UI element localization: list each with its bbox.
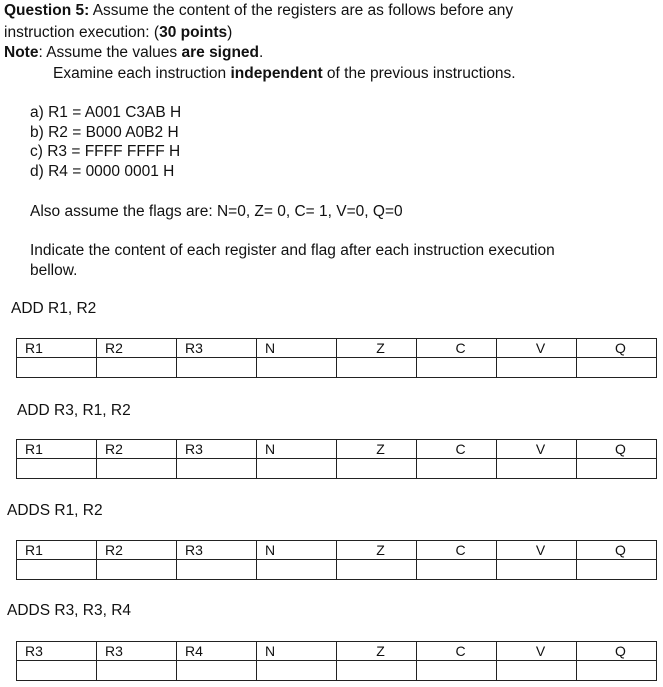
list-item: a) R1 = A001 C3AB H <box>30 104 182 121</box>
table-row <box>17 560 657 580</box>
note-post: . <box>259 44 264 61</box>
examine-line <box>53 64 516 83</box>
answer-cell[interactable] <box>257 358 337 378</box>
note-bold: are signed <box>181 44 260 61</box>
header-cell: R2 <box>97 339 177 358</box>
answer-cell[interactable] <box>17 661 97 681</box>
header-cell: V <box>497 642 577 661</box>
answer-cell[interactable] <box>577 459 657 479</box>
list-item: d) R4 = 0000 0001 H <box>30 162 175 180</box>
header-cell: Z <box>337 440 417 459</box>
header-cell: Z <box>337 339 417 358</box>
header-cell: C <box>417 642 497 661</box>
answer-cell[interactable] <box>97 661 177 681</box>
header-cell: R3 <box>177 541 257 560</box>
header-cell: V <box>497 440 577 459</box>
table-header-row <box>17 440 657 459</box>
header-cell: R1 <box>17 339 97 358</box>
answer-cell[interactable] <box>177 560 257 580</box>
table-row <box>17 661 657 681</box>
instruction-label: ADD R3, R1, R2 <box>17 402 131 419</box>
header-cell: R1 <box>17 541 97 560</box>
instruction-label: ADDS R3, R3, R4 <box>7 602 132 619</box>
answer-cell[interactable] <box>497 560 577 580</box>
answer-cell[interactable] <box>337 358 417 378</box>
header-cell: Z <box>337 541 417 560</box>
note-label: Note <box>4 44 39 61</box>
answer-cell[interactable] <box>337 661 417 681</box>
table-row <box>17 459 657 479</box>
header-cell: C <box>417 541 497 560</box>
answer-cell[interactable] <box>337 459 417 479</box>
list-item: b) R2 = B000 A0B2 H <box>30 123 179 141</box>
header-cell: R4 <box>177 642 257 661</box>
answer-cell[interactable] <box>257 661 337 681</box>
answer-cell[interactable] <box>417 459 497 479</box>
register-table-add-r1-r2 <box>16 338 657 378</box>
question-line-2 <box>4 23 232 42</box>
examine-pre: Examine each instruction <box>53 65 231 82</box>
answer-cell[interactable] <box>257 560 337 580</box>
indicate-line-2: bellow. <box>30 262 78 279</box>
answer-cell[interactable] <box>257 459 337 479</box>
answer-cell[interactable] <box>177 459 257 479</box>
header-cell: N <box>257 541 337 560</box>
register-table-adds-r3-r3-r4 <box>16 641 657 681</box>
answer-cell[interactable] <box>577 358 657 378</box>
header-cell: V <box>497 339 577 358</box>
answer-cell[interactable] <box>177 358 257 378</box>
header-cell: R2 <box>97 541 177 560</box>
header-cell: Z <box>337 642 417 661</box>
indicate-line-1: Indicate the content of each register and flag after each instruction execution <box>30 242 555 259</box>
register-list <box>30 103 181 181</box>
examine-bold: independent <box>230 65 323 82</box>
answer-cell[interactable] <box>577 560 657 580</box>
question-line-1 <box>4 1 513 20</box>
table-row <box>17 358 657 378</box>
answer-cell[interactable] <box>577 661 657 681</box>
header-cell: Q <box>577 541 657 560</box>
header-cell: C <box>417 440 497 459</box>
answer-cell[interactable] <box>417 560 497 580</box>
question-text: Assume the content of the registers are as follows before any <box>89 2 514 19</box>
header-cell: Q <box>577 339 657 358</box>
answer-cell[interactable] <box>497 358 577 378</box>
answer-cell[interactable] <box>97 560 177 580</box>
header-cell: R3 <box>177 339 257 358</box>
list-item: c) R3 = FFFF FFFF H <box>30 143 181 160</box>
answer-cell[interactable] <box>417 358 497 378</box>
flags-line: Also assume the flags are: N=0, Z= 0, C= 1, V=0, Q=0 <box>30 203 403 220</box>
answer-cell[interactable] <box>497 661 577 681</box>
header-cell: Q <box>577 440 657 459</box>
header-cell: N <box>257 440 337 459</box>
table-header-row <box>17 339 657 358</box>
header-cell: R1 <box>17 440 97 459</box>
answer-cell[interactable] <box>337 560 417 580</box>
instruction-label: ADDS R1, R2 <box>7 502 103 519</box>
answer-cell[interactable] <box>417 661 497 681</box>
question-text-2: instruction execution: ( <box>4 24 160 41</box>
header-cell: N <box>257 642 337 661</box>
header-cell: Q <box>577 642 657 661</box>
header-cell: N <box>257 339 337 358</box>
answer-cell[interactable] <box>97 459 177 479</box>
header-cell: V <box>497 541 577 560</box>
examine-post: of the previous instructions. <box>322 65 516 82</box>
header-cell: C <box>417 339 497 358</box>
register-table-adds-r1-r2 <box>16 540 657 580</box>
header-cell: R3 <box>97 642 177 661</box>
instruction-label: ADD R1, R2 <box>11 300 97 317</box>
question-text-2-end: ) <box>227 24 233 41</box>
header-cell: R3 <box>177 440 257 459</box>
answer-cell[interactable] <box>497 459 577 479</box>
header-cell: R2 <box>97 440 177 459</box>
header-cell: R3 <box>17 642 97 661</box>
note-line <box>4 43 263 62</box>
answer-cell[interactable] <box>17 459 97 479</box>
answer-cell[interactable] <box>177 661 257 681</box>
table-header-row <box>17 541 657 560</box>
answer-cell[interactable] <box>97 358 177 378</box>
answer-cell[interactable] <box>17 560 97 580</box>
register-table-add-r3-r1-r2 <box>16 439 657 479</box>
question-label: Question 5: <box>4 2 90 19</box>
answer-cell[interactable] <box>17 358 97 378</box>
note-pre: : Assume the values <box>38 44 182 61</box>
points: 30 points <box>159 24 228 41</box>
table-header-row <box>17 642 657 661</box>
